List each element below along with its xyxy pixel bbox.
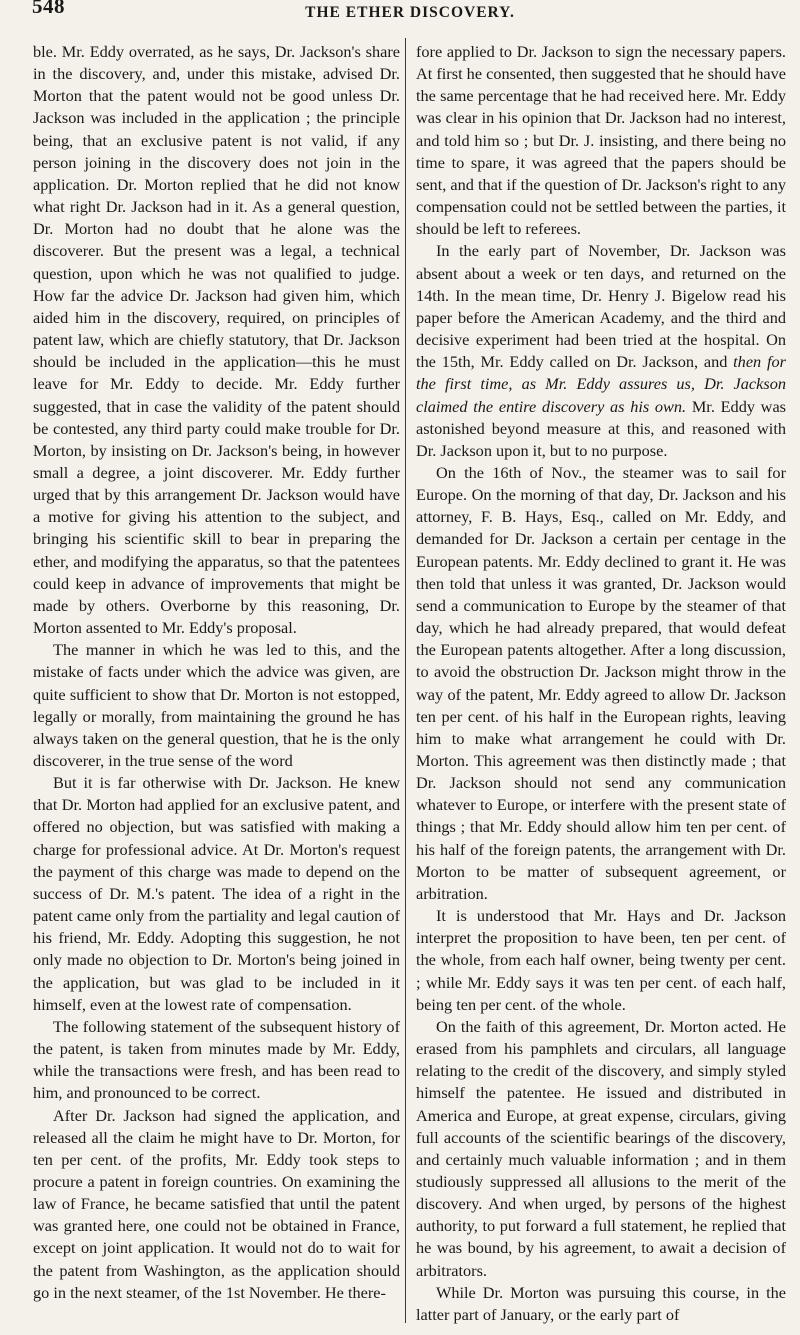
paragraph: On the 16th of Nov., the steamer was to sail for Europe. On the morning of that day, Dr. Jackson and his attorney, F. B. Hays, Esq., called on Mr. Eddy, and demanded for Dr. Jackson a certain per centage in the European patents. Mr. Eddy declined to grant it. He was then told that unless it was granted, Dr. Jackson would send a communication to Europe by the steamer of that day, which he had already prepared, that would defeat the European patents altogether. After a long discussion, to avoid the obstruction Dr. Jackson might throw in the way of the patent, Mr. Eddy agreed to allow Dr. Jackson ten per cent. of his half in the European rights, leaving him to make what arrangement he could with Dr. Morton. This agreement was then distinctly made ; that Dr. Jackson should not send any communication whatever to Europe, or interfere with the present state of things ; that Mr. Eddy should allow him ten per cent. of his half of the foreign patents, the arrangement with Dr. Morton to be matter of subsequent agreement, or arbitration. [416,462,786,903]
paragraph-text: Mr. Eddy was astonished beyond measure at this, and reasoned with Dr. Jackson upon it, but to no purpose. [416,396,787,460]
page-header [30,0,790,26]
paragraph: After Dr. Jackson had signed the application, and released all the claim he might have to Dr. Morton, for ten per cent. of the profits, Mr. Eddy took steps to procure a patent in foreign countries. On examining the law of France, he became satisfied that until the patent was granted here, one could not be obtained in France, except on joint application. It would not do to wait for the patent from Washington, as the application should go in the next steamer, of the 1st November. He there- [33,1105,400,1302]
italic-passage: then for the first time, as Mr. Eddy assures us, Dr. Jackson claimed the entire discovery as his own. [416,352,786,416]
paragraph: It is understood that Mr. Hays and Dr. Jackson interpret the proposition to have been, ten per cent. of the whole, from each half owner, being twenty per cent. ; while Mr. Eddy says it was ten per cent. of each half, being ten per cent. of the whole. [416,906,786,1014]
right-column [416,41,786,1326]
running-head: THE ETHER DISCOVERY. [305,4,515,21]
paragraph: On the faith of this agreement, Dr. Morton acted. He erased from his pamphlets and circulars, all language relating to the credit of the discovery, and simply styled himself the patentee. He issued and distributed in America and Europe, at great expense, circulars, giving full accounts of the scientific bearings of the discovery, and certainly much valuable information ; and in them studiously suppressed all allusions to the merit of the discovery. And when urged, by persons of the highest authority, to put forward a full statement, he replied that he was bound, by his agreement, to await a decision of arbitrators. [416,1016,786,1280]
paragraph: But it is far otherwise with Dr. Jackson. He knew that Dr. Morton had applied for an exclusive patent, and offered no objection, but was satisfied with making a charge for professional advice. At Dr. Morton's request the payment of this charge was made to depend on the success of Dr. M.'s patent. The idea of a right in the patent came only from the partiality and legal caution of his friend, Mr. Eddy. Adopting this suggestion, he not only made no objection to Dr. Morton's being joined in the application, but was glad to be included in it himself, even at the lowest rate of compensation. [33,773,400,1014]
paragraph: ble. Mr. Eddy overrated, as he says, Dr. Jackson's share in the discovery, and, under this mistake, advised Dr. Morton that the patent would not be good unless Dr. Jackson was included in the application ; the principle being, that an exclusive patent is not valid, if any person joining in the discovery does not join in the application. Dr. Morton replied that he did not know what right Dr. Jackson had in it. As a general question, Dr. Morton had no doubt that he alone was the discoverer. But the present was a legal, a technical question, upon which he was not qualified to judge. How far the advice Dr. Jackson had given him, which aided him in the discovery, required, on principles of patent law, which are chiefly statutory, that Dr. Jackson should be included in the application—this he must leave for Mr. Eddy to decide. Mr. Eddy further suggested, that in case the validity of the patent should be contested, any third party could make trouble for Dr. Morton, by insisting on Dr. Jackson's being, in however small a degree, a joint discoverer. Mr. Eddy further urged that by this arrangement Dr. Jackson would have a motive for giving his attention to the subject, and bringing his scientific skill to bear in preparing the ether, and modifying the apparatus, so that the patentees could keep in advance of improvements that might be made by others. Overborne by this reasoning, Dr. Morton assented to Mr. Eddy's proposal. [33,42,400,638]
paragraph: While Dr. Morton was pursuing this course, in the latter part of January, or the early part of [416,1282,786,1324]
paragraph-text: In the early part of November, Dr. Jackson was absent about a week or ten days, and returned on the 14th. In the mean time, Dr. Henry J. Bigelow read his paper before the American Academy, and the third and decisive experiment had been tried at the hospital. On the 15th, Mr. Eddy called on Dr. Jackson, and [416,241,786,372]
page-number: 548 [32,0,65,18]
paragraph: The manner in which he was led to this, and the mistake of facts under which the advice was given, are quite sufficient to show that Dr. Morton is not estopped, legally or morally, from maintaining the ground he has always taken on the general question, that he is the only discoverer, in the true sense of the word [33,640,400,770]
paragraph: fore applied to Dr. Jackson to sign the necessary papers. At first he consented, then suggested that he should have the same percentage that he had received here. Mr. Eddy was clear in his opinion that Dr. Jackson had no interest, and told him so ; but Dr. J. insisting, and there being no time to spare, it was agreed that the papers should be sent, and that if the question of Dr. Jackson's right to any compensation could not be settled between the parties, it should be left to referees. [416,42,786,239]
paragraph [416,240,786,462]
column-divider [405,38,406,1323]
paragraph: The following statement of the subsequent history of the patent, is taken from minutes made by Mr. Eddy, while the transactions were fresh, and has been read to him, and pronounced to be correct. [33,1016,400,1103]
left-column [33,41,400,1304]
